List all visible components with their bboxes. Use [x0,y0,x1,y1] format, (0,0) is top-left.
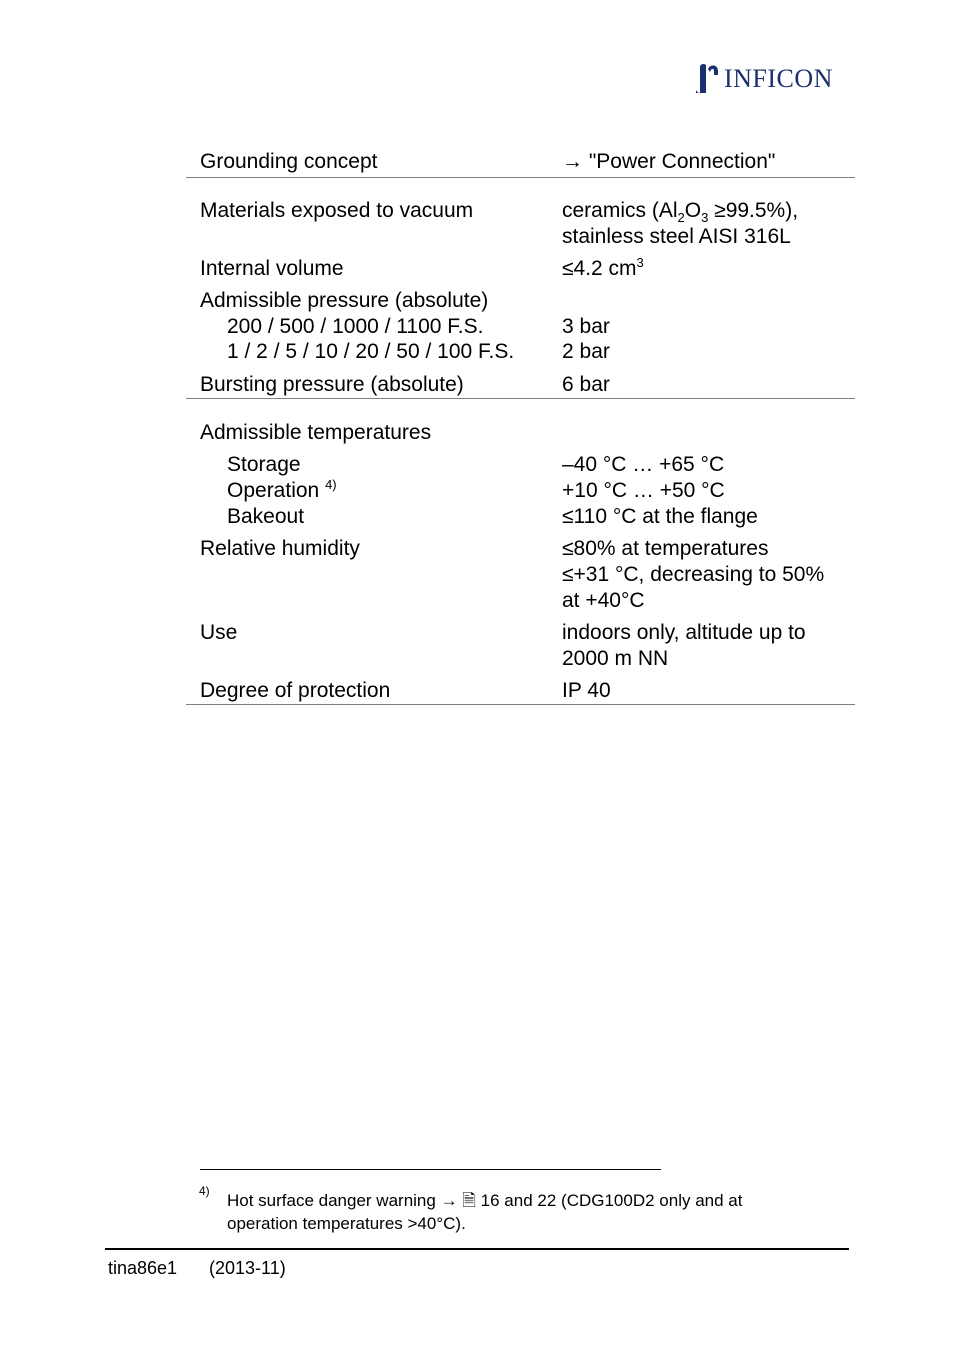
humidity-value-line2: ≤+31 °C, decreasing to 50% [562,563,825,586]
bakeout-label: Bakeout [227,505,305,528]
humidity-value-line3: at +40°C [562,589,645,612]
logo-wordmark: INFICON [724,64,833,93]
materials-label: Materials exposed to vacuum [200,199,474,222]
temps-label: Admissible temperatures [200,421,432,444]
footnote-line1: Hot surface danger warning → 🗎 16 and 22 (CDG100D2 only and at [227,1191,743,1210]
bursting-label: Bursting pressure (absolute) [200,373,464,396]
protection-value: IP 40 [562,679,611,702]
pressure-row1-label: 200 / 500 / 1000 / 1100 F.S. [227,315,484,338]
divider [186,177,855,178]
divider [186,704,855,705]
operation-label: Operation $^{4)}$ [227,477,337,502]
footnote-line2: operation temperatures >40°C). [227,1214,466,1233]
grounding-label: Grounding concept [200,150,378,173]
pressure-label: Admissible pressure (absolute) [200,289,489,312]
pressure-row1-value: 3 bar [562,315,610,338]
materials-value-line2: stainless steel AISI 316L [562,225,791,248]
protection-label: Degree of protection [200,679,391,702]
pressure-row2-label: 1 / 2 / 5 / 10 / 20 / 50 / 100 F.S. [227,340,515,363]
inficon-logo [694,62,833,96]
use-value-line2: 2000 m NN [562,647,669,670]
grounding-value: → "Power Connection" [562,150,776,173]
storage-label: Storage [227,453,301,476]
humidity-value-line1: ≤80% at temperatures [562,537,769,560]
footer-divider [105,1248,849,1250]
footer-doc-id: tina86e1 [108,1258,178,1278]
pressure-row2-value: 2 bar [562,340,610,363]
inficon-logo-icon [694,63,720,95]
divider [186,398,855,399]
operation-value: +10 °C … +50 °C [562,479,725,502]
bakeout-value: ≤110 °C at the flange [562,505,758,528]
footnote-number: 4) [199,1184,210,1198]
use-label: Use [200,621,238,644]
footer-date: (2013-11) [209,1258,286,1278]
humidity-label: Relative humidity [200,537,360,560]
volume-label: Internal volume [200,257,344,280]
materials-value: ceramics $(Al_2O_3 \ge 99.5\%)$, [562,199,799,226]
storage-value: –40 °C … +65 °C [562,453,725,476]
volume-value: ≤4.2 $cm^3$ [562,255,644,280]
use-value-line1: indoors only, altitude up to [562,621,806,644]
bursting-value: 6 bar [562,373,610,396]
footnote-divider [200,1169,661,1170]
